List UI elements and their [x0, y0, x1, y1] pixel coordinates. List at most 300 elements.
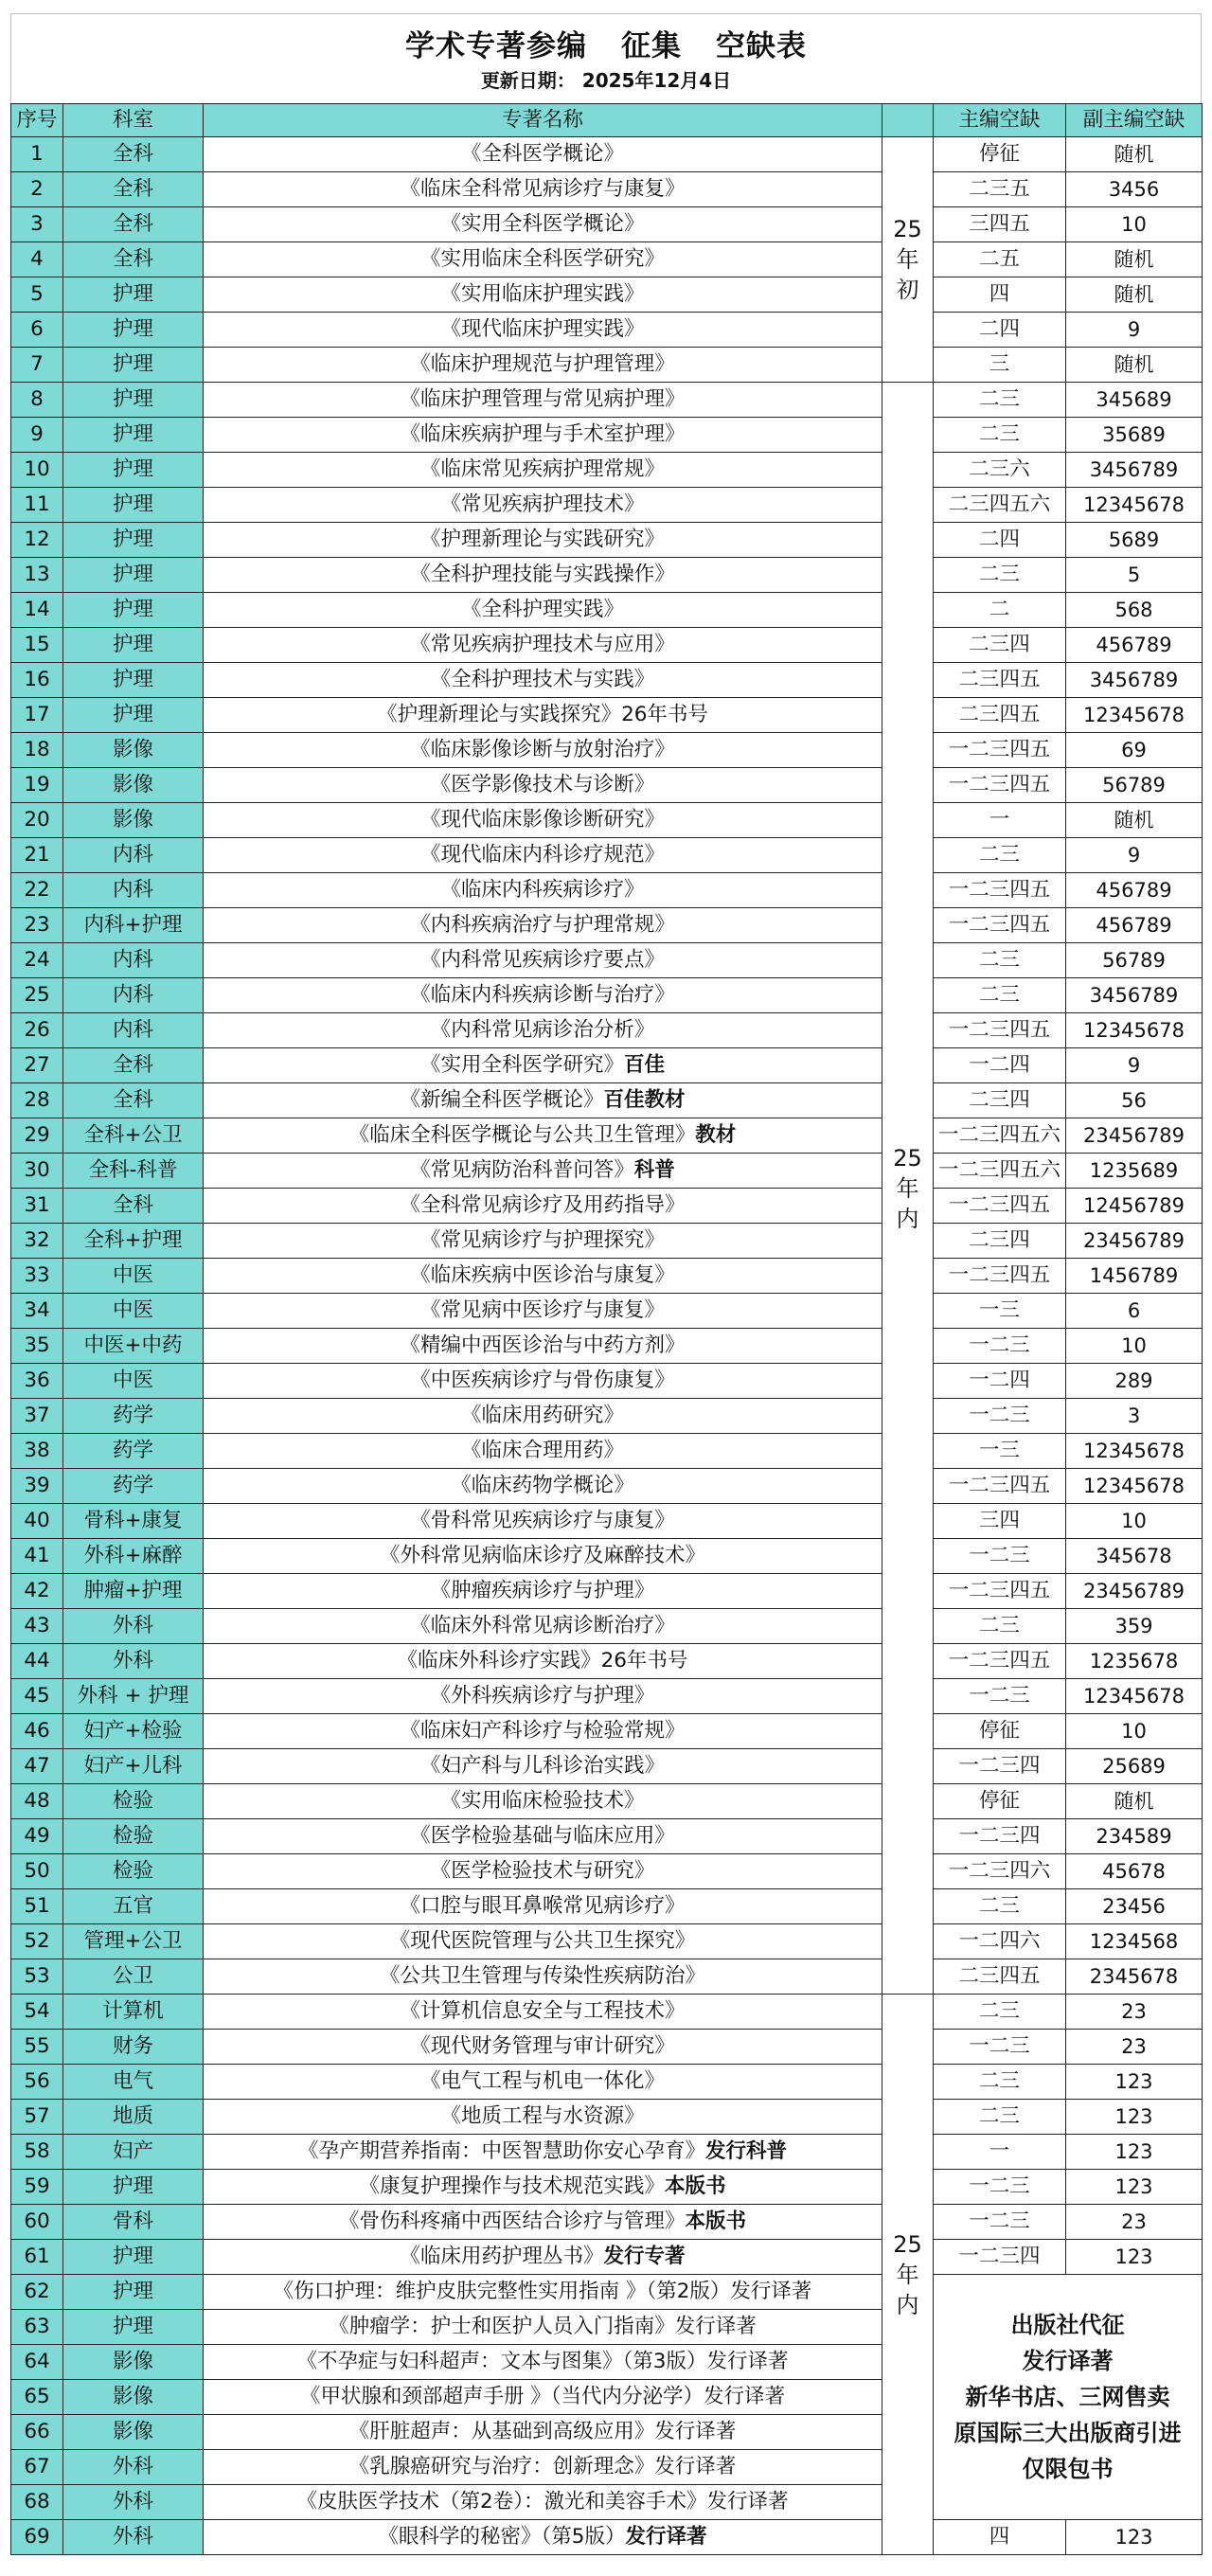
row-deputy-vacancy: 234589 [1066, 1819, 1203, 1854]
row-number: 66 [11, 2415, 63, 2450]
table-row [11, 207, 1203, 242]
row-book-title [204, 1504, 882, 1539]
row-department: 全科-科普 [63, 1154, 204, 1189]
row-deputy-vacancy: 随机 [1066, 1784, 1203, 1819]
table-row [11, 628, 1203, 663]
book-title-text: 《临床疾病护理与手术室护理》 [400, 422, 686, 446]
table-row [11, 453, 1203, 488]
row-department: 管理+公卫 [63, 1924, 204, 1959]
row-number: 63 [11, 2310, 63, 2345]
table-row [11, 1539, 1203, 1574]
row-deputy-vacancy: 5 [1066, 558, 1203, 593]
row-deputy-vacancy: 23456789 [1066, 1574, 1203, 1609]
table-header-row [11, 104, 1203, 137]
row-chief-vacancy: 一二三四 [934, 1819, 1066, 1854]
table-row [11, 803, 1203, 838]
book-title-text: 《临床外科诊疗实践》26年书号 [397, 1649, 688, 1673]
book-title-text: 《皮肤医学技术（第2卷）：激光和美容手术》发行译著 [296, 2490, 789, 2513]
table-row [11, 1504, 1203, 1539]
row-department: 药学 [63, 1399, 204, 1434]
row-chief-vacancy: 一二三四 [934, 2240, 1066, 2275]
row-number: 10 [11, 453, 63, 488]
row-book-title [204, 1889, 882, 1924]
book-title-text: 《全科护理技术与实践》 [430, 668, 655, 691]
row-deputy-vacancy: 123 [1066, 2520, 1203, 2555]
row-chief-vacancy: 一二三四五 [934, 1469, 1066, 1504]
period-cell [882, 1995, 934, 2555]
row-book-title [204, 2275, 882, 2310]
row-number: 37 [11, 1399, 63, 1434]
notice-line: 新华书店、三网售卖 [965, 2384, 1170, 2410]
book-title-text: 《外科疾病诊疗与护理》 [430, 1684, 655, 1708]
row-chief-vacancy: 二三五 [934, 172, 1066, 207]
row-book-title [204, 453, 882, 488]
row-book-title [204, 1048, 882, 1083]
row-deputy-vacancy: 随机 [1066, 348, 1203, 383]
row-department: 护理 [63, 663, 204, 698]
period-label-char: 内 [896, 2291, 919, 2318]
row-book-title [204, 172, 882, 207]
row-number: 35 [11, 1329, 63, 1364]
row-deputy-vacancy: 1456789 [1066, 1259, 1203, 1294]
row-department: 中医 [63, 1364, 204, 1399]
row-number: 2 [11, 172, 63, 207]
row-deputy-vacancy: 随机 [1066, 277, 1203, 313]
row-number: 9 [11, 418, 63, 453]
row-deputy-vacancy: 456789 [1066, 628, 1203, 663]
table-row [11, 1854, 1203, 1889]
row-chief-vacancy: 一二三 [934, 1329, 1066, 1364]
row-deputy-vacancy: 456789 [1066, 873, 1203, 908]
row-number: 38 [11, 1434, 63, 1469]
row-number: 23 [11, 908, 63, 943]
row-department: 护理 [63, 523, 204, 558]
row-chief-vacancy: 二三 [934, 383, 1066, 418]
row-department: 护理 [63, 418, 204, 453]
book-title-text: 《护理新理论与实践探究》26年书号 [377, 703, 708, 726]
book-tag: 发行译著 [625, 2525, 707, 2549]
row-book-title [204, 663, 882, 698]
row-chief-vacancy: 一二三四五 [934, 1644, 1066, 1679]
book-tag: 百佳 [624, 1053, 666, 1077]
row-chief-vacancy: 三 [934, 348, 1066, 383]
sheet-header [10, 13, 1202, 103]
row-book-title [204, 2240, 882, 2275]
row-number: 44 [11, 1644, 63, 1679]
row-number: 7 [11, 348, 63, 383]
book-title-text: 《常见病诊疗与护理探究》 [419, 1228, 665, 1252]
book-title-text: 《眼科学的秘密》（第5版） [378, 2525, 626, 2549]
row-deputy-vacancy: 12345678 [1066, 698, 1203, 733]
row-book-title [204, 1714, 882, 1749]
row-book-title [204, 1679, 882, 1714]
row-book-title [204, 207, 882, 242]
table-row [11, 1819, 1203, 1854]
row-department: 全科 [63, 172, 204, 207]
row-department: 内科 [63, 978, 204, 1013]
row-deputy-vacancy: 23 [1066, 1995, 1203, 2030]
row-department: 影像 [63, 803, 204, 838]
row-department: 五官 [63, 1889, 204, 1924]
book-title-text: 《现代临床影像诊断研究》 [419, 808, 665, 832]
row-book-title [204, 348, 882, 383]
book-title-text: 《临床护理管理与常见病护理》 [400, 387, 686, 411]
table-row [11, 978, 1203, 1013]
book-title-text: 《计算机信息安全与工程技术》 [400, 1999, 686, 2023]
row-department: 公卫 [63, 1959, 204, 1995]
row-deputy-vacancy: 3456789 [1066, 663, 1203, 698]
book-title-text: 《医学检验技术与研究》 [430, 1859, 655, 1883]
row-department: 电气 [63, 2065, 204, 2100]
row-department: 护理 [63, 277, 204, 313]
row-book-title [204, 313, 882, 348]
book-title-text: 《实用临床护理实践》 [440, 282, 645, 306]
row-number: 34 [11, 1294, 63, 1329]
table-row [11, 733, 1203, 768]
row-chief-vacancy: 一二四 [934, 1364, 1066, 1399]
row-chief-vacancy: 二三 [934, 1889, 1066, 1924]
row-deputy-vacancy: 9 [1066, 838, 1203, 873]
row-number: 29 [11, 1118, 63, 1154]
table-row [11, 2030, 1203, 2065]
row-deputy-vacancy: 3456789 [1066, 978, 1203, 1013]
row-book-title [204, 1469, 882, 1504]
row-book-title [204, 2100, 882, 2135]
row-deputy-vacancy: 9 [1066, 313, 1203, 348]
row-deputy-vacancy: 1235678 [1066, 1644, 1203, 1679]
book-title-text: 《骨伤科疼痛中西医结合诊疗与管理》 [338, 2209, 686, 2233]
row-book-title [204, 838, 882, 873]
table-row [11, 2205, 1203, 2240]
row-book-title [204, 733, 882, 768]
row-department: 内科 [63, 1013, 204, 1048]
row-deputy-vacancy: 随机 [1066, 242, 1203, 277]
book-tag: 百佳教材 [603, 1088, 686, 1112]
row-chief-vacancy: 一 [934, 803, 1066, 838]
row-chief-vacancy: 二三四五 [934, 698, 1066, 733]
row-chief-vacancy: 一二三四五 [934, 1259, 1066, 1294]
book-title-text: 《全科护理实践》 [460, 598, 624, 621]
row-department: 肿瘤+护理 [63, 1574, 204, 1609]
row-number: 59 [11, 2170, 63, 2205]
row-number: 24 [11, 943, 63, 978]
row-deputy-vacancy: 123 [1066, 2240, 1203, 2275]
row-chief-vacancy: 二四 [934, 523, 1066, 558]
row-number: 67 [11, 2450, 63, 2485]
row-chief-vacancy: 二三 [934, 558, 1066, 593]
row-chief-vacancy: 二三四五 [934, 1959, 1066, 1995]
row-book-title [204, 242, 882, 277]
row-department: 内科 [63, 838, 204, 873]
row-book-title [204, 277, 882, 313]
row-department: 外科 + 护理 [63, 1679, 204, 1714]
row-deputy-vacancy: 25689 [1066, 1749, 1203, 1784]
row-deputy-vacancy: 12345678 [1066, 488, 1203, 523]
row-number: 25 [11, 978, 63, 1013]
period-label-char: 初 [896, 277, 919, 303]
row-deputy-vacancy: 23456789 [1066, 1224, 1203, 1259]
period-label-char: 25 [893, 2230, 922, 2258]
table-row [11, 1714, 1203, 1749]
col-header-period [882, 104, 934, 137]
row-number: 17 [11, 698, 63, 733]
row-chief-vacancy: 二三 [934, 978, 1066, 1013]
notice-line: 发行译著 [1022, 2348, 1114, 2374]
book-title-text: 《伤口护理：维护皮肤完整性实用指南 》（第2版）发行译著 [273, 2280, 812, 2303]
table-row [11, 558, 1203, 593]
table-row [11, 313, 1203, 348]
table-row [11, 768, 1203, 803]
row-department: 全科+公卫 [63, 1118, 204, 1154]
row-chief-vacancy: 一二三 [934, 2030, 1066, 2065]
row-book-title [204, 1644, 882, 1679]
row-book-title [204, 1154, 882, 1189]
book-title-text: 《全科常见病诊疗及用药指导》 [400, 1193, 686, 1217]
row-deputy-vacancy: 随机 [1066, 803, 1203, 838]
book-title-text: 《地质工程与水资源》 [440, 2104, 645, 2128]
row-deputy-vacancy: 345678 [1066, 1539, 1203, 1574]
row-book-title [204, 1083, 882, 1118]
row-book-title [204, 2065, 882, 2100]
row-book-title [204, 1784, 882, 1819]
book-title-text: 《常见疾病护理技术》 [440, 492, 645, 516]
row-number: 47 [11, 1749, 63, 1784]
row-department: 全科 [63, 207, 204, 242]
row-chief-vacancy: 二三 [934, 2065, 1066, 2100]
row-book-title [204, 2450, 882, 2485]
row-number: 32 [11, 1224, 63, 1259]
row-number: 64 [11, 2345, 63, 2380]
period-label-char: 内 [896, 1205, 919, 1232]
book-title-text: 《内科常见病诊治分析》 [430, 1018, 655, 1042]
row-department: 全科 [63, 1048, 204, 1083]
title-part-2: 征集 [621, 29, 682, 63]
row-chief-vacancy: 二三六 [934, 453, 1066, 488]
table-row [11, 943, 1203, 978]
row-book-title [204, 2310, 882, 2345]
table-row [11, 1679, 1203, 1714]
row-number: 18 [11, 733, 63, 768]
row-deputy-vacancy: 289 [1066, 1364, 1203, 1399]
row-department: 计算机 [63, 1995, 204, 2030]
book-title-text: 《临床全科医学概论与公共卫生管理》 [348, 1123, 696, 1147]
row-chief-vacancy: 一二三四六 [934, 1854, 1066, 1889]
row-chief-vacancy: 二三 [934, 943, 1066, 978]
book-title-text: 《临床外科常见病诊断治疗》 [410, 1614, 675, 1637]
row-department: 中医 [63, 1259, 204, 1294]
row-chief-vacancy: 一二三 [934, 1539, 1066, 1574]
row-number: 39 [11, 1469, 63, 1504]
vacancy-table [10, 103, 1203, 2555]
row-book-title [204, 2135, 882, 2170]
row-department: 护理 [63, 2310, 204, 2345]
row-number: 16 [11, 663, 63, 698]
row-book-title [204, 1434, 882, 1469]
book-title-text: 《临床用药护理丛书》 [400, 2245, 604, 2268]
book-title-text: 《中医疾病诊疗与骨伤康复》 [410, 1368, 675, 1392]
row-department: 影像 [63, 2380, 204, 2415]
table-row [11, 1995, 1203, 2030]
period-label-char: 25 [893, 216, 922, 242]
row-chief-vacancy: 一二三四五 [934, 768, 1066, 803]
row-department: 财务 [63, 2030, 204, 2065]
row-chief-vacancy: 一二三 [934, 2205, 1066, 2240]
row-book-title [204, 1118, 882, 1154]
row-department: 护理 [63, 383, 204, 418]
row-chief-vacancy: 二三 [934, 1609, 1066, 1644]
book-title-text: 《临床护理规范与护理管理》 [410, 352, 675, 376]
table-row [11, 1609, 1203, 1644]
row-deputy-vacancy: 12345678 [1066, 1469, 1203, 1504]
table-row [11, 1294, 1203, 1329]
table-row [11, 137, 1203, 172]
row-book-title [204, 2030, 882, 2065]
row-deputy-vacancy: 10 [1066, 1714, 1203, 1749]
book-title-text: 《全科护理技能与实践操作》 [410, 563, 675, 586]
row-department: 检验 [63, 1854, 204, 1889]
book-title-text: 《护理新理论与实践研究》 [419, 528, 665, 551]
book-tag: 发行专著 [603, 2245, 686, 2268]
row-deputy-vacancy: 9 [1066, 1048, 1203, 1083]
book-title-text: 《现代财务管理与审计研究》 [410, 2034, 675, 2058]
row-department: 药学 [63, 1434, 204, 1469]
row-chief-vacancy: 二三 [934, 2100, 1066, 2135]
row-chief-vacancy: 二 [934, 593, 1066, 628]
table-row [11, 2520, 1203, 2555]
row-deputy-vacancy: 3 [1066, 1399, 1203, 1434]
col-header-chief: 主编空缺 [934, 104, 1066, 137]
table-row [11, 277, 1203, 313]
table-row [11, 418, 1203, 453]
row-deputy-vacancy: 3456789 [1066, 453, 1203, 488]
row-book-title [204, 873, 882, 908]
book-title-text: 《临床妇产科诊疗与检验常规》 [400, 1719, 686, 1743]
table-row [11, 1924, 1203, 1959]
row-department: 中医 [63, 1294, 204, 1329]
row-book-title [204, 1189, 882, 1224]
row-chief-vacancy: 四 [934, 277, 1066, 313]
row-deputy-vacancy: 23 [1066, 2030, 1203, 2065]
row-department: 护理 [63, 593, 204, 628]
row-chief-vacancy: 三四 [934, 1504, 1066, 1539]
book-tag: 本版书 [685, 2209, 747, 2233]
row-deputy-vacancy: 2345678 [1066, 1959, 1203, 1995]
table-row [11, 1644, 1203, 1679]
row-number: 36 [11, 1364, 63, 1399]
book-title-text: 《全科医学概论》 [460, 142, 624, 166]
book-title-text: 《医学检验基础与临床应用》 [410, 1824, 675, 1848]
row-department: 影像 [63, 768, 204, 803]
row-deputy-vacancy: 12345678 [1066, 1013, 1203, 1048]
table-row [11, 838, 1203, 873]
row-department: 全科 [63, 137, 204, 172]
row-number: 20 [11, 803, 63, 838]
translation-notice [934, 2275, 1203, 2520]
row-deputy-vacancy: 10 [1066, 1329, 1203, 1364]
table-row [11, 523, 1203, 558]
row-number: 41 [11, 1539, 63, 1574]
row-number: 51 [11, 1889, 63, 1924]
row-chief-vacancy: 停征 [934, 137, 1066, 172]
row-book-title [204, 1364, 882, 1399]
row-department: 骨科 [63, 2205, 204, 2240]
table-row [11, 1434, 1203, 1469]
book-title-text: 《临床全科常见病诊疗与康复》 [400, 177, 686, 201]
row-chief-vacancy: 一二三四五六 [934, 1118, 1066, 1154]
row-deputy-vacancy: 359 [1066, 1609, 1203, 1644]
row-book-title [204, 2205, 882, 2240]
col-header-deputy: 副主编空缺 [1066, 104, 1203, 137]
row-book-title [204, 2520, 882, 2555]
row-department: 内科+护理 [63, 908, 204, 943]
row-chief-vacancy: 停征 [934, 1784, 1066, 1819]
row-department: 检验 [63, 1819, 204, 1854]
row-number: 28 [11, 1083, 63, 1118]
row-department: 护理 [63, 488, 204, 523]
table-row [11, 348, 1203, 383]
row-chief-vacancy: 一二三四五 [934, 1574, 1066, 1609]
row-number: 62 [11, 2275, 63, 2310]
book-title-text: 《内科常见疾病诊疗要点》 [419, 948, 665, 972]
book-title-text: 《现代医院管理与公共卫生探究》 [389, 1929, 696, 1953]
row-deputy-vacancy: 10 [1066, 1504, 1203, 1539]
row-number: 60 [11, 2205, 63, 2240]
table-row [11, 2240, 1203, 2275]
row-department: 护理 [63, 698, 204, 733]
period-label-char: 年 [896, 246, 919, 273]
row-department: 影像 [63, 2345, 204, 2380]
row-number: 19 [11, 768, 63, 803]
table-sheet [10, 13, 1202, 2555]
row-deputy-vacancy: 123 [1066, 2135, 1203, 2170]
row-number: 55 [11, 2030, 63, 2065]
row-department: 检验 [63, 1784, 204, 1819]
row-number: 42 [11, 1574, 63, 1609]
row-number: 12 [11, 523, 63, 558]
row-department: 内科 [63, 873, 204, 908]
table-row [11, 1259, 1203, 1294]
row-book-title [204, 1399, 882, 1434]
book-title-text: 《不孕症与妇科超声：文本与图集》（第3版）发行译著 [296, 2350, 789, 2373]
row-book-title [204, 1749, 882, 1784]
table-row [11, 172, 1203, 207]
row-deputy-vacancy: 45678 [1066, 1854, 1203, 1889]
book-tag: 发行科普 [705, 2139, 788, 2163]
row-deputy-vacancy: 3456 [1066, 172, 1203, 207]
col-header-dept: 科室 [63, 104, 204, 137]
notice-line: 出版社代征 [1010, 2312, 1125, 2338]
book-title-text: 《康复护理操作与技术规范实践》 [359, 2174, 665, 2198]
book-title-text: 《常见病防治科普问答》 [410, 1158, 634, 1182]
row-number: 5 [11, 277, 63, 313]
row-number: 27 [11, 1048, 63, 1083]
table-row [11, 1224, 1203, 1259]
book-title-text: 《精编中西医诊治与中药方剂》 [400, 1333, 686, 1357]
row-number: 53 [11, 1959, 63, 1995]
book-title-text: 《实用全科医学概论》 [440, 212, 645, 236]
book-title-text: 《电气工程与机电一体化》 [419, 2069, 665, 2093]
col-header-title: 专著名称 [204, 104, 882, 137]
row-chief-vacancy: 一二三 [934, 2170, 1066, 2205]
row-number: 52 [11, 1924, 63, 1959]
row-number: 48 [11, 1784, 63, 1819]
row-chief-vacancy: 一二三四五六 [934, 1154, 1066, 1189]
row-department: 外科 [63, 2485, 204, 2520]
col-header-no: 序号 [11, 104, 63, 137]
row-department: 护理 [63, 628, 204, 663]
row-department: 中医+中药 [63, 1329, 204, 1364]
row-book-title [204, 137, 882, 172]
